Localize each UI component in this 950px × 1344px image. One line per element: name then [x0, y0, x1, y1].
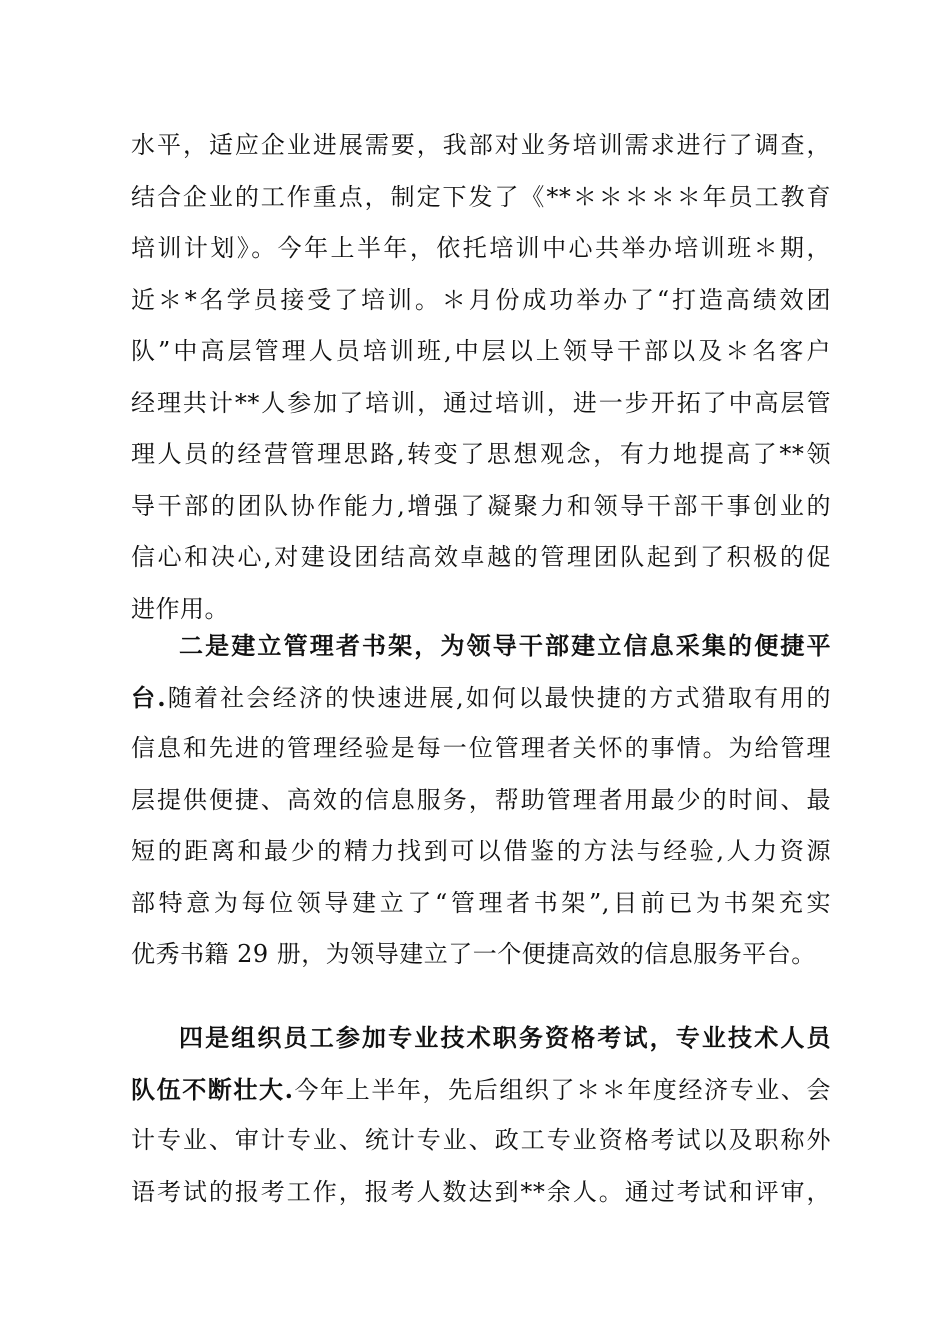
paragraph-line	[131, 1064, 831, 1116]
paragraph-line: 层提供便捷、高效的信息服务，帮助管理者用最少的时间、最	[131, 785, 831, 814]
paragraph-bookshelf	[131, 620, 831, 981]
paragraph-line: 计专业、审计专业、统计专业、政工专业资格考试以及职称外	[131, 1126, 831, 1154]
paragraph-text: 随着社会经济的快速进展,如何以最快捷的方式猎取有用的	[166, 683, 831, 712]
section-heading: 四是组织员工参加专业技术职务资格考试，专业技术人员	[179, 1023, 831, 1052]
paragraph-line: 近＊*名学员接受了培训。＊月份成功举办了“打造高绩效团	[131, 285, 831, 314]
paragraph-training	[131, 120, 831, 635]
paragraph-line: 部特意为每位领导建立了“管理者书架”,目前已为书架充实	[131, 888, 831, 917]
paragraph-qualification-exam	[131, 1012, 831, 1218]
section-heading-end: 台.	[131, 682, 167, 712]
paragraph-line: 进作用。	[131, 594, 229, 623]
paragraph-line: 信息和先进的管理经验是每一位管理者关怀的事情。为给管理	[131, 734, 831, 762]
paragraph-line: 培训计划》。今年上半年，依托培训中心共举办培训班＊期，	[131, 234, 831, 262]
paragraph-line: 语考试的报考工作，报考人数达到**余人。通过考试和评审，	[131, 1177, 831, 1206]
paragraph-text: 今年上半年，先后组织了＊＊年度经济专业、会	[293, 1075, 832, 1104]
paragraph-line: 导干部的团队协作能力,增强了凝聚力和领导干部干事创业的	[131, 491, 831, 520]
paragraph-line: 短的距离和最少的精力找到可以借鉴的方法与经验,人力资源	[131, 837, 831, 865]
paragraph-line: 水平，适应企业进展需要，我部对业务培训需求进行了调查，	[131, 131, 831, 159]
section-heading: 二是建立管理者书架，为领导干部建立信息采集的便捷平	[179, 631, 831, 660]
paragraph-line	[131, 672, 831, 724]
paragraph-line: 优秀书籍 29 册，为领导建立了一个便捷高效的信息服务平台。	[131, 940, 816, 968]
paragraph-line: 经理共计**人参加了培训，通过培训，进一步开拓了中高层管	[131, 388, 831, 417]
paragraph-line: 队”中高层管理人员培训班,中层以上领导干部以及＊名客户	[131, 337, 831, 365]
paragraph-line: 信心和决心,对建设团结高效卓越的管理团队起到了积极的促	[131, 543, 831, 571]
paragraph-line: 理人员的经营管理思路,转变了思想观念，有力地提高了**领	[131, 440, 831, 468]
paragraph-line: 结合企业的工作重点，制定下发了《**＊＊＊＊＊年员工教育	[131, 182, 831, 211]
section-heading-end: 队伍不断壮大.	[131, 1074, 294, 1104]
